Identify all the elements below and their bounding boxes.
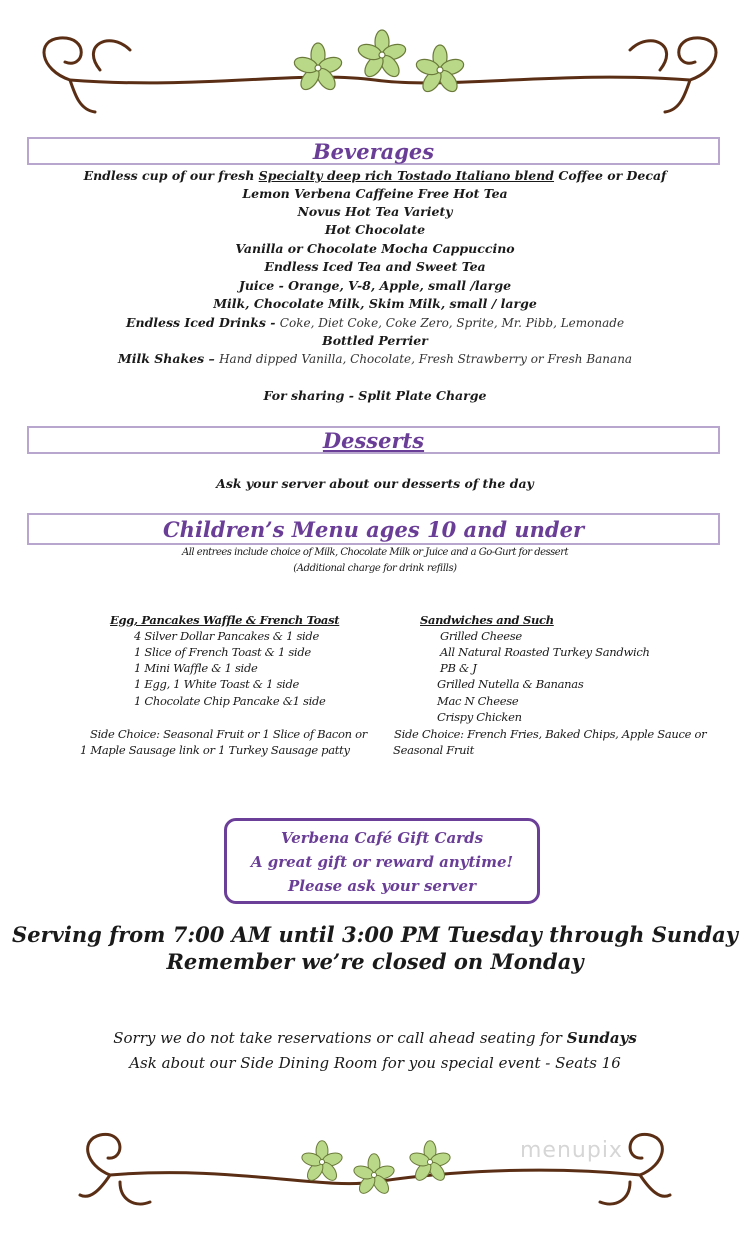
kids-sandwich-item: PB & J <box>440 661 477 675</box>
beverages-title: Beverages <box>312 139 435 164</box>
kids-sandwich-side: Side Choice: French Fries, Baked Chips, Apple Sauce or <box>394 727 707 741</box>
menupix-watermark: menupix <box>520 1138 623 1163</box>
beverage-perrier: Bottled Perrier <box>322 333 428 348</box>
beverage-milk-shakes: Milk Shakes – Hand dipped Vanilla, Chocolate, Fresh Strawberry or Fresh Banana <box>117 351 633 366</box>
kids-breakfast-item: 1 Egg, 1 White Toast & 1 side <box>134 677 300 691</box>
childrens-menu-title: Children’s Menu ages 10 and under <box>162 517 585 542</box>
gift-card-tagline: A great gift or reward anytime! <box>250 853 514 871</box>
gift-card-ask: Please ask your server <box>287 877 477 895</box>
desserts-note: Ask your server about our desserts of the day <box>216 476 534 491</box>
beverages-header <box>27 137 720 165</box>
kids-sandwich-item: Grilled Nutella & Bananas <box>437 677 584 691</box>
kids-breakfast-side: Side Choice: Seasonal Fruit or 1 Slice of Bacon or <box>90 727 367 741</box>
kids-sandwich-side: Seasonal Fruit <box>393 743 474 757</box>
desserts-title: Desserts <box>322 428 425 453</box>
kids-sandwich-item: All Natural Roasted Turkey Sandwich <box>440 645 650 659</box>
closed-monday: Remember we’re closed on Monday <box>166 949 584 974</box>
kids-sandwich-item: Mac N Cheese <box>437 694 519 708</box>
gift-card-title: Verbena Café Gift Cards <box>280 829 484 847</box>
kids-breakfast-item: 4 Silver Dollar Pancakes & 1 side <box>134 629 319 643</box>
beverage-item: Endless Iced Tea and Sweet Tea <box>264 259 486 274</box>
bottom-vine-ornament <box>0 1120 750 1230</box>
beverage-item: Hot Chocolate <box>324 222 426 237</box>
childrens-subtitle: All entrees include choice of Milk, Chocolate Milk or Juice and a Go-Gurt for dessert <box>182 547 568 558</box>
beverage-item: Novus Hot Tea Variety <box>297 204 453 219</box>
kids-sandwich-item: Grilled Cheese <box>440 629 522 643</box>
beverage-item: Juice - Orange, V-8, Apple, small /large <box>238 278 512 293</box>
beverage-coffee: Endless cup of our fresh Specialty deep rich Tostado Italiano blend Coffee or Decaf <box>83 168 667 183</box>
desserts-header <box>27 426 720 454</box>
serving-hours: Serving from 7:00 AM until 3:00 PM Tuesday through Sunday <box>12 922 738 947</box>
split-plate-charge: For sharing - Split Plate Charge <box>263 388 487 403</box>
beverage-item: Milk, Chocolate Milk, Skim Milk, small / large <box>213 296 537 311</box>
beverage-item: Vanilla or Chocolate Mocha Cappuccino <box>235 241 515 256</box>
kids-breakfast-item: 1 Mini Waffle & 1 side <box>134 661 258 675</box>
gift-card-box <box>224 818 540 904</box>
kids-breakfast-item: 1 Chocolate Chip Pancake &1 side <box>134 694 326 708</box>
childrens-menu-header <box>27 513 720 545</box>
kids-sandwich-item: Crispy Chicken <box>437 710 522 724</box>
beverage-iced-drinks: Endless Iced Drinks - Coke, Diet Coke, Coke Zero, Sprite, Mr. Pibb, Lemonade <box>125 315 625 330</box>
kids-breakfast-item: 1 Slice of French Toast & 1 side <box>134 645 311 659</box>
kids-breakfast-heading: Egg, Pancakes Waffle & French Toast <box>110 613 340 627</box>
childrens-subtitle-refills: (Additional charge for drink refills) <box>293 563 457 574</box>
side-dining-room-note: Ask about our Side Dining Room for you special event - Seats 16 <box>129 1054 621 1072</box>
kids-sandwiches-heading: Sandwiches and Such <box>420 613 554 627</box>
kids-breakfast-side: 1 Maple Sausage link or 1 Turkey Sausage patty <box>80 743 350 757</box>
reservations-note: Sorry we do not take reservations or call ahead seating for Sundays <box>113 1029 637 1047</box>
beverage-item: Lemon Verbena Caffeine Free Hot Tea <box>242 186 508 201</box>
top-vine-ornament <box>0 0 750 120</box>
